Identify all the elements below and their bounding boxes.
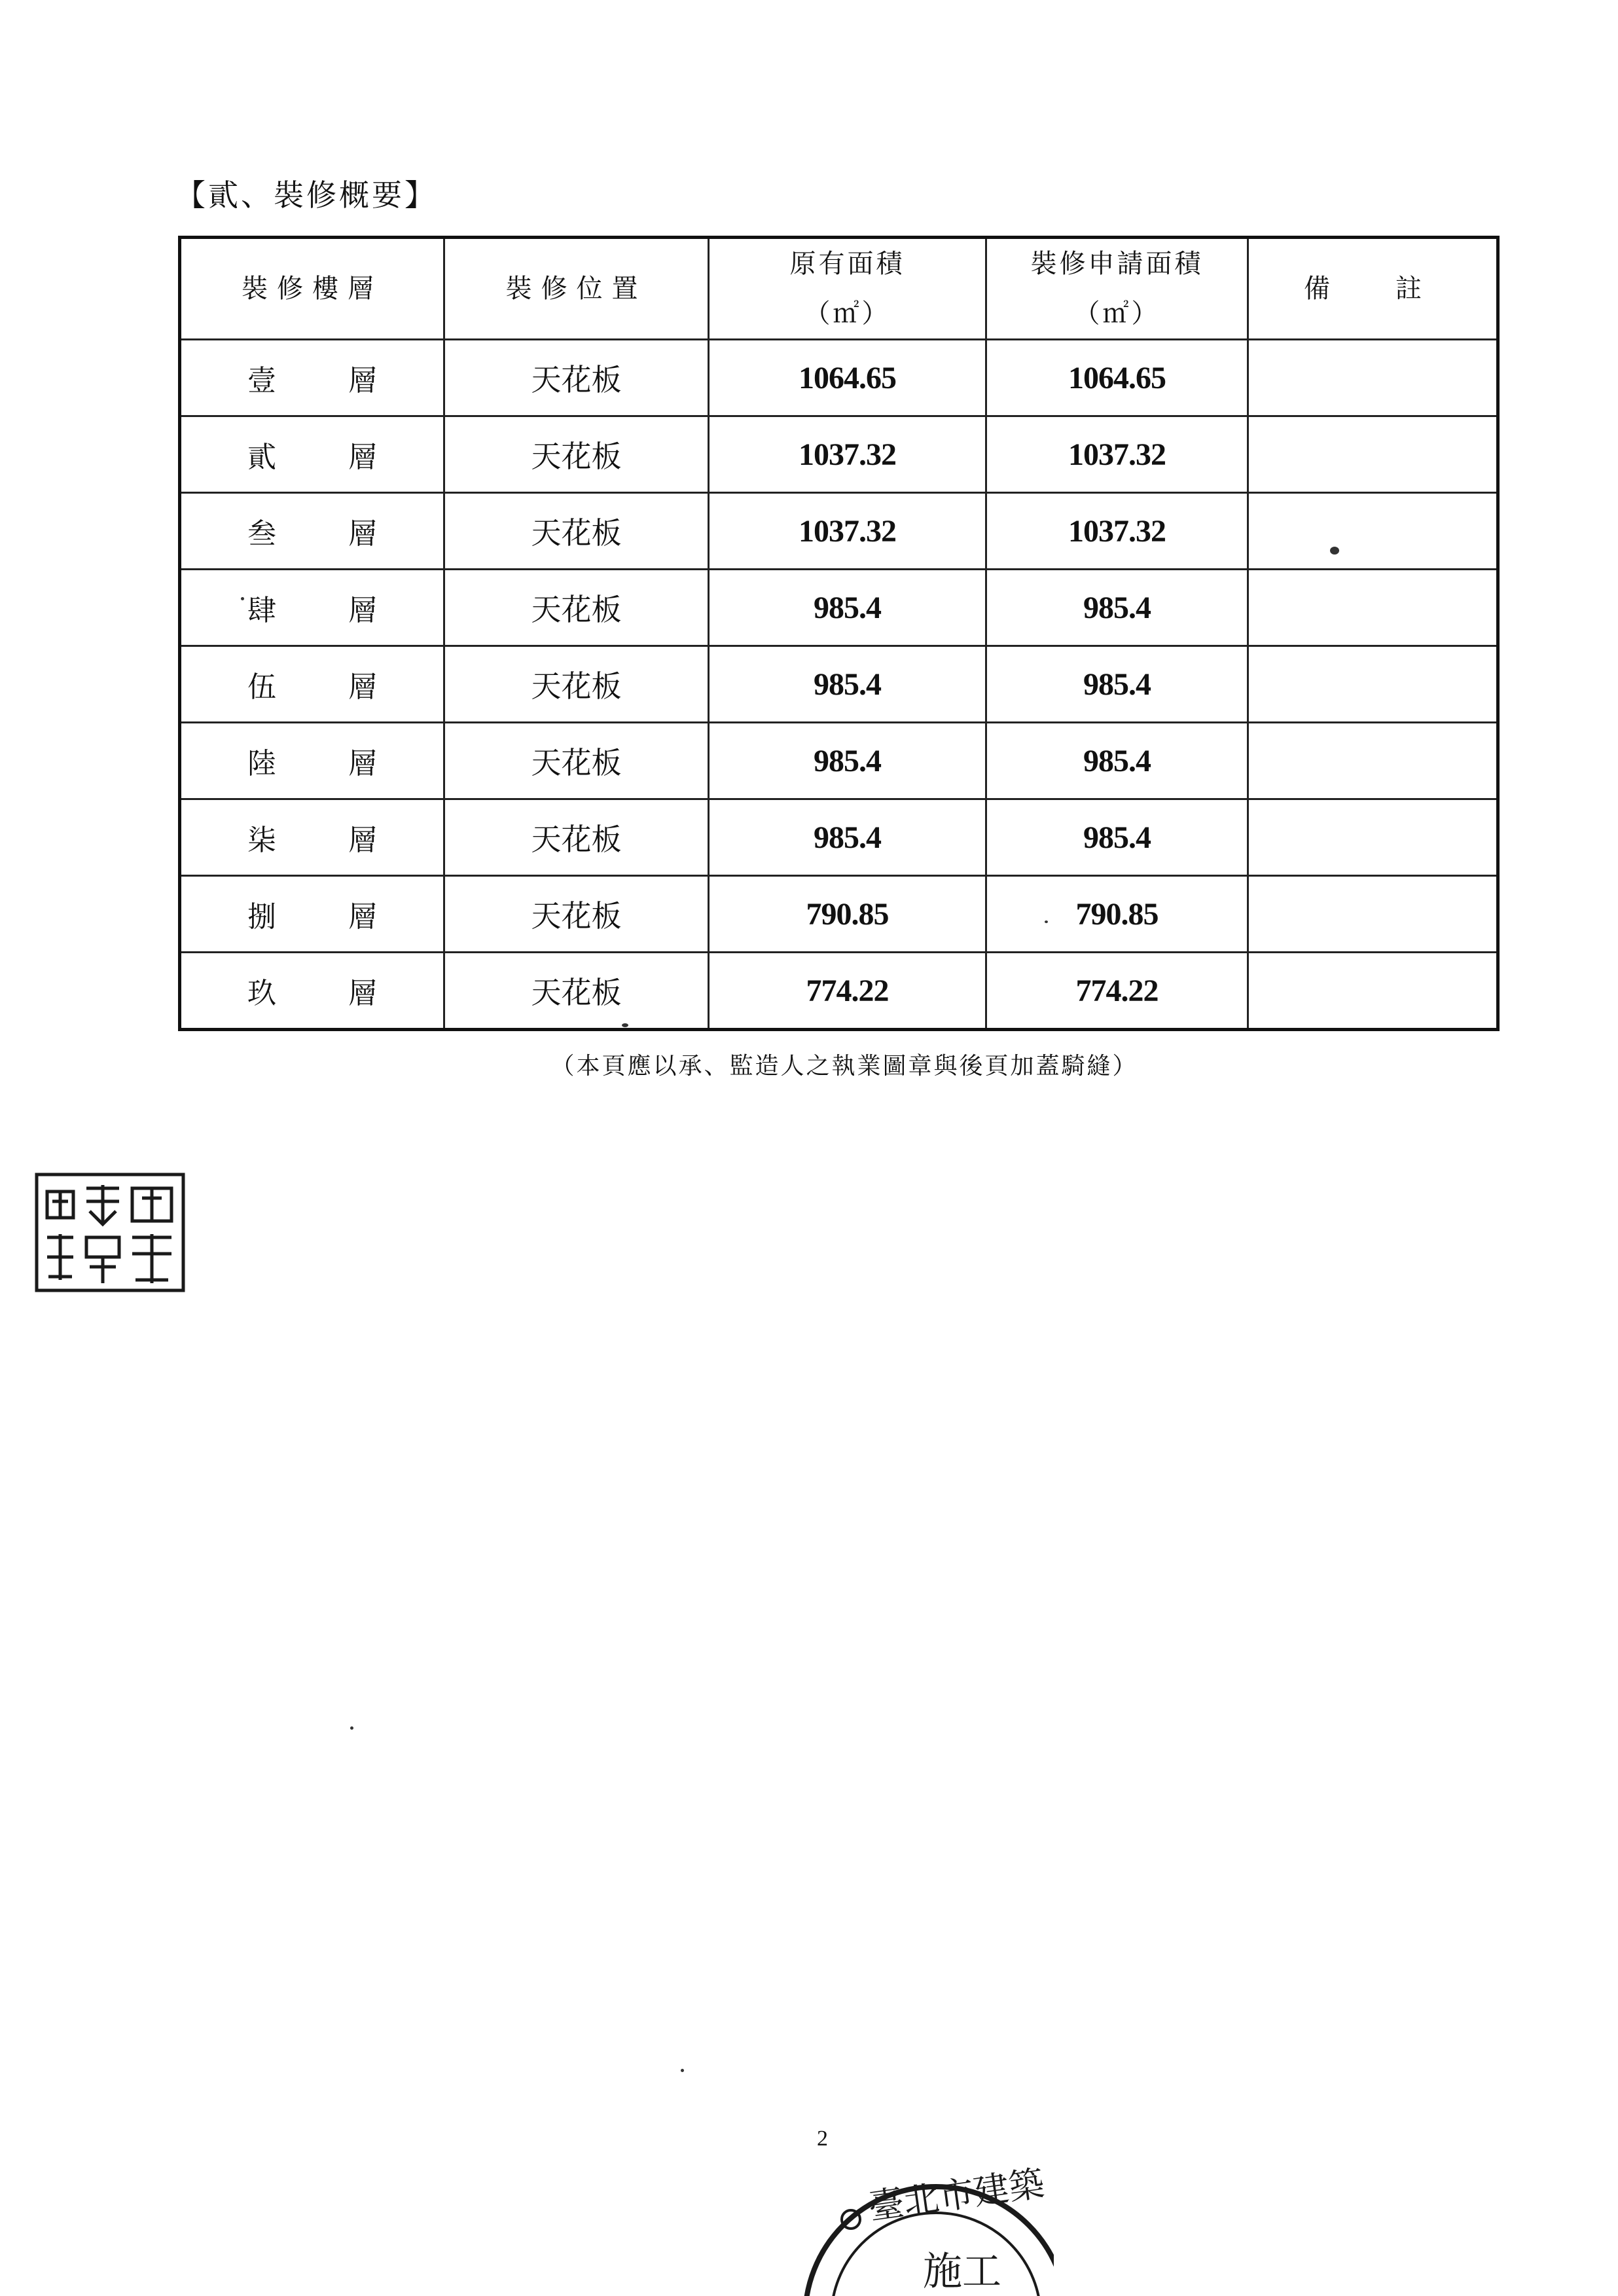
floor-number: 貳: [247, 441, 276, 474]
scan-speck: [241, 597, 244, 600]
header-original-area: [709, 238, 986, 340]
floor-cell: [180, 416, 444, 493]
position-cell: 天花板: [444, 416, 709, 493]
applied-area-cell: 1064.65: [986, 340, 1248, 416]
position-cell: 天花板: [444, 799, 709, 876]
floor-number: 柒: [247, 824, 276, 857]
left-seal-stamp: [34, 1172, 186, 1293]
table-row: [180, 876, 1498, 953]
floor-suffix: 層: [348, 824, 377, 857]
floor-cell: [180, 799, 444, 876]
table-row: [180, 570, 1498, 646]
floor-number: 捌: [247, 900, 276, 934]
table-row: [180, 723, 1498, 799]
scan-speck: [1045, 920, 1048, 923]
table-row: [180, 799, 1498, 876]
floor-suffix: 層: [348, 517, 377, 551]
position-cell: 天花板: [444, 953, 709, 1030]
remarks-cell: [1248, 340, 1498, 416]
header-original-area-unit: （㎡）: [804, 299, 891, 329]
floor-cell: [180, 646, 444, 723]
position-cell: 天花板: [444, 646, 709, 723]
remarks-cell: [1248, 953, 1498, 1030]
floor-cell: [180, 876, 444, 953]
applied-area-cell: 774.22: [986, 953, 1248, 1030]
position-cell: 天花板: [444, 876, 709, 953]
original-area-cell: 985.4: [709, 799, 986, 876]
remarks-cell: [1248, 646, 1498, 723]
original-area-cell: 985.4: [709, 646, 986, 723]
header-position: 裝修位置: [444, 238, 709, 340]
position-cell: 天花板: [444, 570, 709, 646]
floor-cell: [180, 953, 444, 1030]
floor-cell: [180, 570, 444, 646]
header-floor: 裝修樓層: [180, 238, 444, 340]
table-body: [180, 340, 1498, 1030]
table-header-row: [180, 238, 1498, 340]
floor-suffix: 層: [348, 977, 377, 1010]
floor-cell: [180, 493, 444, 570]
floor-number: 伍: [247, 670, 276, 704]
table-row: [180, 340, 1498, 416]
floor-number: 玖: [247, 977, 276, 1010]
applied-area-cell: 1037.32: [986, 493, 1248, 570]
remarks-cell: [1248, 493, 1498, 570]
original-area-cell: 985.4: [709, 570, 986, 646]
header-applied-area: [986, 238, 1248, 340]
floor-suffix: 層: [348, 594, 377, 627]
floor-cell: [180, 723, 444, 799]
header-applied-area-label: 裝修申請面積: [1030, 249, 1204, 279]
applied-area-cell: 1037.32: [986, 416, 1248, 493]
original-area-cell: 1037.32: [709, 416, 986, 493]
seal-bottom-outer-text: 臺北市建築: [866, 2162, 1047, 2228]
position-cell: 天花板: [444, 340, 709, 416]
header-original-area-label: 原有面積: [789, 249, 905, 279]
applied-area-cell: 985.4: [986, 799, 1248, 876]
scan-speck: [1330, 547, 1339, 555]
floor-suffix: 層: [348, 900, 377, 934]
scan-speck: [350, 1726, 353, 1730]
footnote: （本頁應以承、監造人之執業圖章與後頁加蓋騎縫）: [550, 1053, 1138, 1080]
position-cell: 天花板: [444, 493, 709, 570]
original-area-cell: 985.4: [709, 723, 986, 799]
table-row: [180, 493, 1498, 570]
seal-bottom-inner-text: 施工: [923, 2249, 1001, 2295]
applied-area-cell: 985.4: [986, 646, 1248, 723]
original-area-cell: 1064.65: [709, 340, 986, 416]
page-number: 2: [817, 2126, 828, 2151]
floor-suffix: 層: [348, 747, 377, 780]
header-remarks: 備 註: [1248, 238, 1498, 340]
floor-number: 叁: [247, 517, 276, 551]
applied-area-cell: 985.4: [986, 723, 1248, 799]
floor-number: 壹: [247, 364, 276, 397]
original-area-cell: 790.85: [709, 876, 986, 953]
floor-suffix: 層: [348, 441, 377, 474]
remarks-cell: [1248, 416, 1498, 493]
scan-speck: [622, 1023, 628, 1027]
remarks-cell: [1248, 570, 1498, 646]
position-cell: 天花板: [444, 723, 709, 799]
scan-speck: [681, 2069, 684, 2072]
applied-area-cell: 790.85: [986, 876, 1248, 953]
remarks-cell: [1248, 876, 1498, 953]
remarks-cell: [1248, 799, 1498, 876]
table-row: [180, 416, 1498, 493]
table-row: [180, 646, 1498, 723]
original-area-cell: 1037.32: [709, 493, 986, 570]
floor-suffix: 層: [348, 670, 377, 704]
floor-cell: [180, 340, 444, 416]
header-applied-area-unit: （㎡）: [1073, 299, 1160, 329]
floor-number: 陸: [247, 747, 276, 780]
table-row: [180, 953, 1498, 1030]
renovation-summary-table: [178, 236, 1500, 1031]
floor-suffix: 層: [348, 364, 377, 397]
applied-area-cell: 985.4: [986, 570, 1248, 646]
original-area-cell: 774.22: [709, 953, 986, 1030]
floor-number: 肆: [247, 594, 276, 627]
section-title: 【貳、裝修概要】: [175, 177, 437, 213]
remarks-cell: [1248, 723, 1498, 799]
